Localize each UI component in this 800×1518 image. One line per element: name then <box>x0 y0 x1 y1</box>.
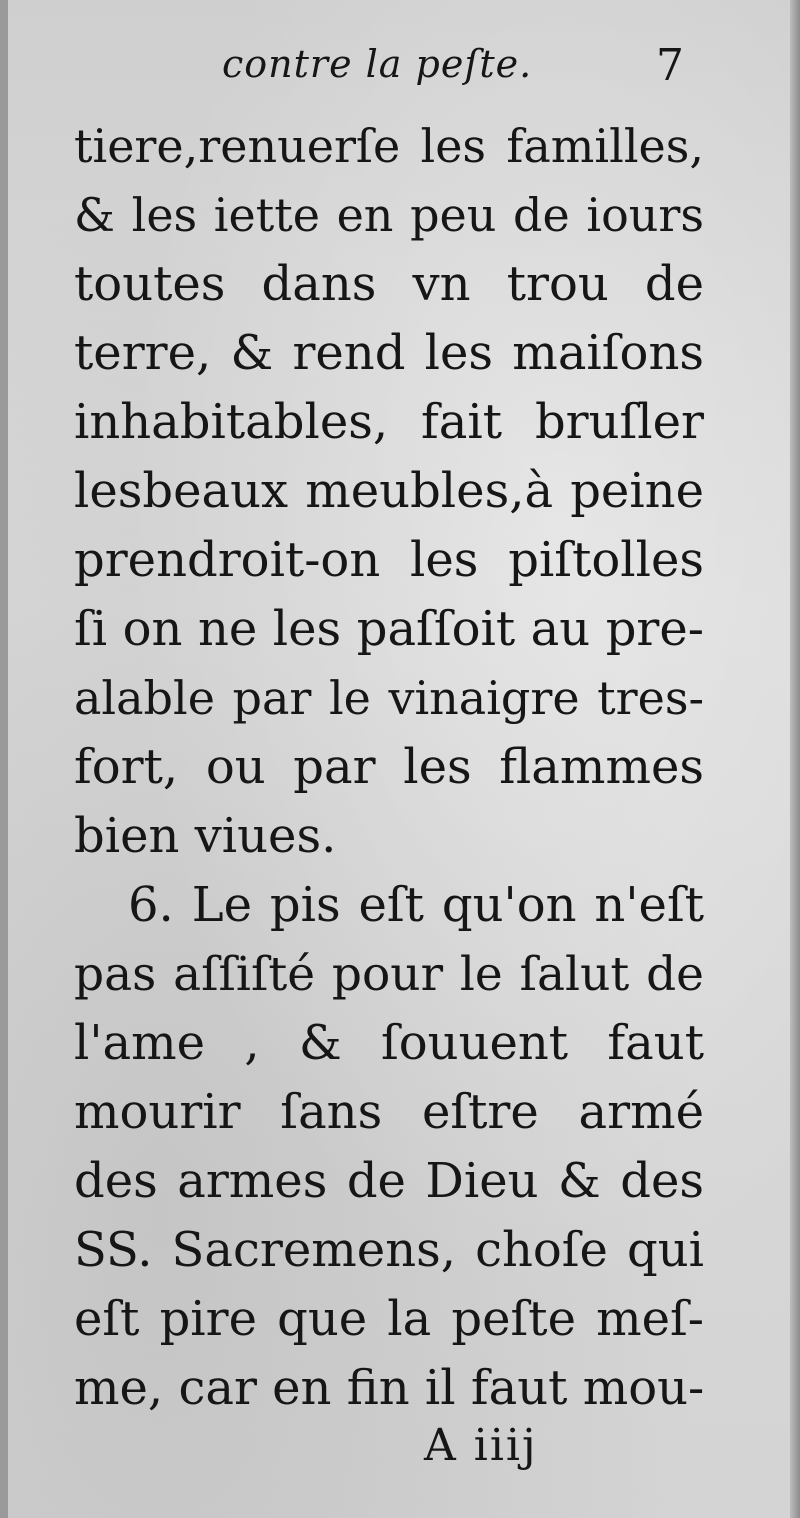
running-head <box>0 42 800 102</box>
text-line: des armes de Dieu & des <box>74 1153 704 1209</box>
text-line-paragraph-end: bien viues. <box>74 808 337 864</box>
text-line: toutes dans vn trou de <box>74 256 704 312</box>
text-line: & les iette en peu de iours <box>74 188 704 242</box>
text-line-paragraph-start: 6. Le pis eſt qu'on n'eſt <box>128 877 704 933</box>
text-line: terre, & rend les maiſons <box>74 325 704 381</box>
text-line: me, car en fin il faut mou- <box>74 1360 705 1416</box>
text-line: prendroit-on les piſtolles <box>74 532 704 588</box>
text-line: alable par le vinaigre tres- <box>74 671 704 725</box>
text-line: l'ame , & ſouuent faut <box>74 1015 704 1071</box>
text-line: ſi on ne les paſſoit au pre- <box>74 601 704 657</box>
text-line: tiere,renuerſe les familles, <box>74 119 704 173</box>
page-right-edge <box>790 0 800 1518</box>
text-line: fort, ou par les flammes <box>74 739 704 795</box>
body-text <box>74 112 704 1423</box>
text-line: SS. Sacremens, choſe qui <box>74 1222 704 1278</box>
text-line: eſt pire que la peſte meſ- <box>74 1291 704 1347</box>
running-head-title: contre la peſte. <box>222 42 533 86</box>
page-number: 7 <box>656 40 684 91</box>
text-line: pas aſſiſté pour le ſalut de <box>74 947 704 1002</box>
signature-mark: A iiij <box>424 1420 538 1471</box>
text-line: lesbeaux meubles,à peine <box>74 463 704 519</box>
text-line: mourir ſans eſtre armé <box>74 1084 704 1140</box>
text-line: inhabitables, fait bruſler <box>74 394 704 450</box>
page-left-edge <box>0 0 8 1518</box>
